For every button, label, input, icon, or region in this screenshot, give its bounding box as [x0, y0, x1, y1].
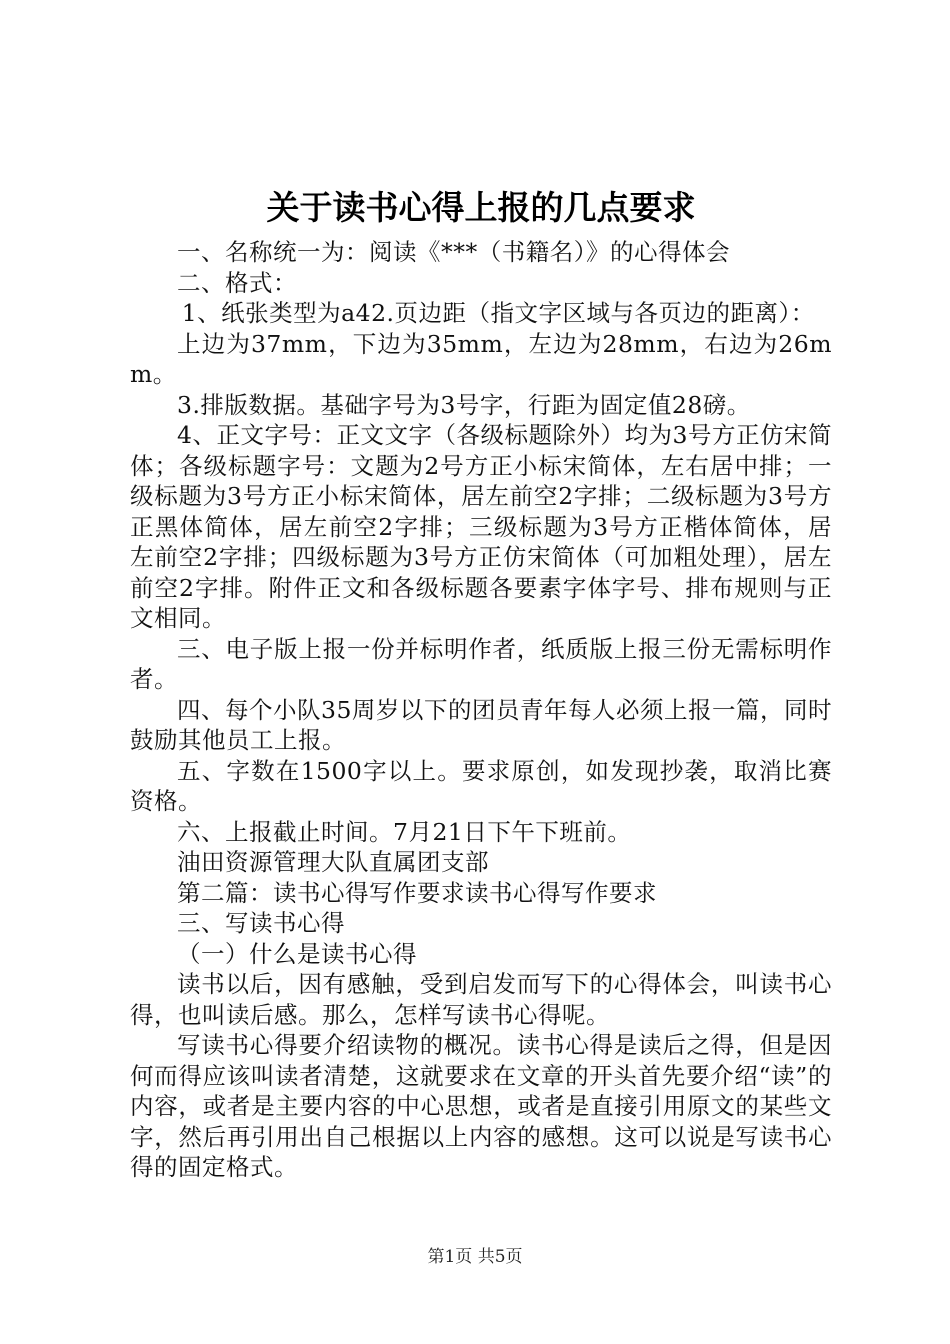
- paragraph-deadline: 六、上报截止时间。7月21日下午下班前。: [177, 817, 632, 846]
- paragraph-font-sizes: 4、正文字号：正文文字（各级标题除外）均为3号方正仿宋简体；各级标题字号：文题为2号方正小标宋简体，左右居中排；一级标题为3号方正小标宋简体，居左前空2字排；二级标题为3号方正黑体简体，居左前空2字排；三级标题为3号方正楷体简体，居左前空2字排；四级标题为3号方正仿宋简体（可加粗处理），居左前空2字排。附件正文和各级标题各要素字体字号、排布规则与正文相同。: [130, 421, 832, 632]
- paragraph-name-rule: 一、名称统一为：阅读《***（书籍名）》的心得体会: [177, 238, 730, 266]
- paragraph-definition: 读书以后，因有感触，受到启发而写下的心得体会，叫读书心得，也叫读后感。那么，怎样写读书心得呢。: [130, 970, 832, 1029]
- paragraph-paper-type: 1、纸张类型为a42.页边距（指文字区域与各页边的距离）：: [181, 299, 815, 327]
- paragraph-word-count: 五、字数在1500字以上。要求原创，如发现抄袭，取消比赛资格。: [130, 756, 832, 815]
- document-body: [130, 185, 832, 1183]
- paragraph-margins: 上边为37mm，下边为35mm，左边为28mm，右边为26mm。: [130, 329, 832, 388]
- paragraph-organization: 油田资源管理大队直属团支部: [177, 848, 489, 876]
- paragraph-submission-copies: 三、电子版上报一份并标明作者，纸质版上报三份无需标明作者。: [130, 634, 832, 693]
- paragraph-subsection-one: （一）什么是读书心得: [177, 939, 417, 968]
- paragraph-second-article-title: 第二篇：读书心得写作要求读书心得写作要求: [177, 878, 657, 907]
- paragraph-participants: 四、每个小队35周岁以下的团员青年每人必须上报一篇，同时鼓励其他员工上报。: [130, 695, 832, 754]
- paragraph-section-three: 三、写读书心得: [177, 909, 345, 937]
- paragraph-layout-data: 3.排版数据。基础字号为3号字，行距为固定值28磅。: [177, 390, 751, 419]
- paragraph-overview: 写读书心得要介绍读物的概况。读书心得是读后之得，但是因何而得应该叫读者清楚，这就要求在文章的开头首先要介绍“读”的内容，或者是主要内容的中心思想，或者是直接引用原文的某些文字，然后再引用出自己根据以上内容的感想。这可以说是写读书心得的固定格式。: [130, 1031, 832, 1181]
- paragraph-format-heading: 二、格式：: [177, 268, 297, 297]
- document-title: 关于读书心得上报的几点要求: [266, 188, 696, 227]
- page-number-footer: 第1页 共5页: [427, 1247, 523, 1267]
